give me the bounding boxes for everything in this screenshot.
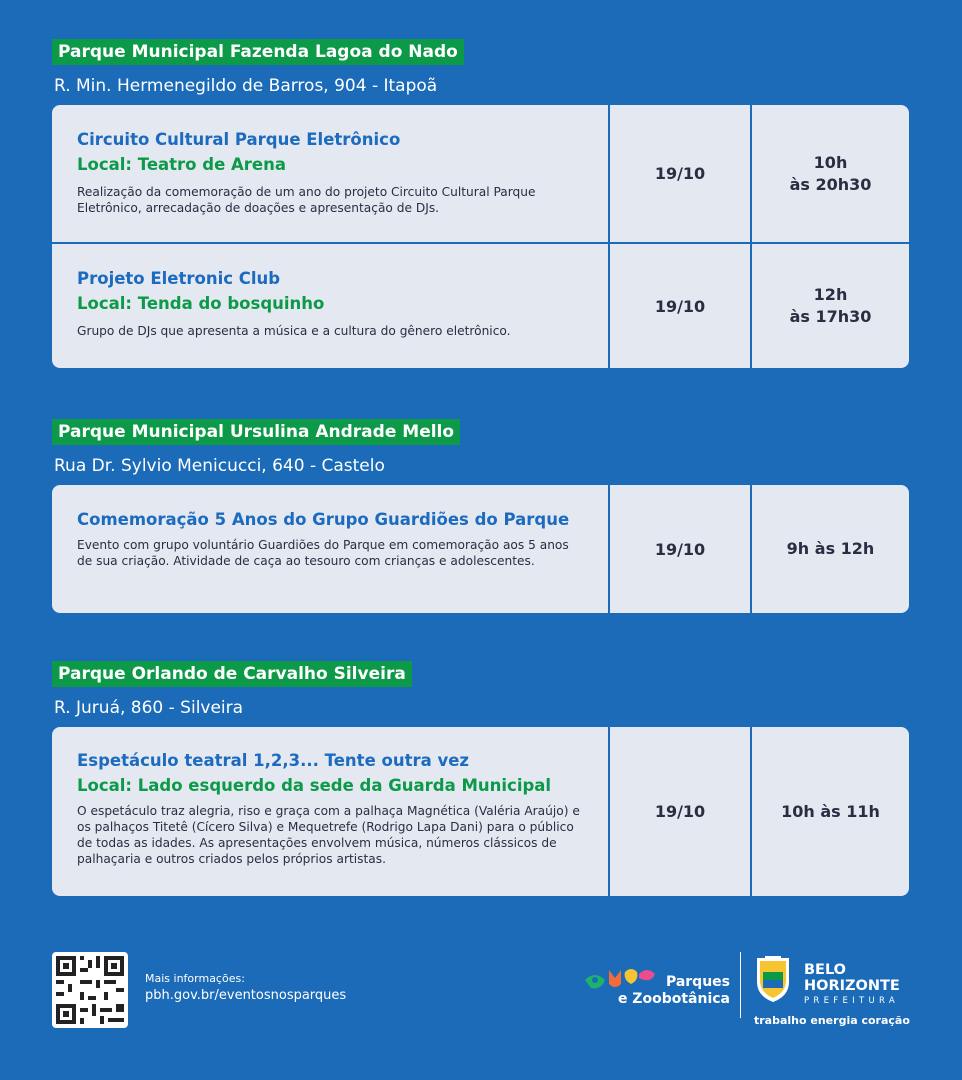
event-date: 19/10	[608, 485, 750, 613]
bh-crest-icon	[753, 954, 793, 1004]
event-time-end: às 17h30	[789, 307, 872, 326]
park-title: Parque Municipal Ursulina Andrade Mello	[52, 419, 460, 445]
event-title: Espetáculo teatral 1,2,3... Tente outra vez	[77, 751, 470, 770]
event-row	[52, 485, 909, 613]
event-description: Grupo de DJs que apresenta a música e a cultura do gênero eletrônico.	[77, 324, 511, 338]
event-card	[52, 105, 909, 368]
bh-line2: HORIZONTE	[804, 978, 900, 994]
event-place: Local: Tenda do bosquinho	[77, 294, 325, 313]
event-time-end: às 20h30	[789, 174, 872, 194]
event-time-start: 12h	[813, 285, 848, 304]
bh-line1: BELO	[804, 962, 847, 978]
event-row	[52, 244, 909, 368]
logo-divider	[740, 952, 741, 1018]
event-card	[52, 485, 909, 613]
park-address: R. Min. Hermenegildo de Barros, 904 - Itapoã	[54, 76, 438, 96]
event-date: 19/10	[608, 727, 750, 896]
event-description: Evento com grupo voluntário Guardiões do Parque em comemoração aos 5 anos de sua criação. Atividade de caça ao tesouro com crianças e adolescentes.	[77, 538, 569, 568]
event-time	[750, 105, 909, 242]
event-info	[52, 244, 608, 368]
event-time	[750, 244, 909, 368]
event-date: 19/10	[608, 105, 750, 242]
event-date: 19/10	[608, 244, 750, 368]
qr-code-icon[interactable]	[52, 952, 128, 1028]
event-info	[52, 727, 608, 896]
footer	[0, 940, 962, 1050]
event-time: 9h às 12h	[750, 485, 909, 613]
park-title: Parque Municipal Fazenda Lagoa do Nado	[52, 39, 464, 65]
bh-slogan: trabalho energia coração	[754, 1014, 910, 1027]
event-title: Comemoração 5 Anos do Grupo Guardiões do Parque	[77, 510, 570, 529]
more-info-link[interactable]: pbh.gov.br/eventosnosparques	[145, 988, 347, 1003]
event-row	[52, 105, 909, 244]
event-info	[52, 485, 608, 613]
parques-line2: e Zoobotânica	[617, 991, 730, 1007]
event-card	[52, 727, 909, 896]
event-description: O espetáculo traz alegria, riso e graça com a palhaça Magnética (Valéria Araújo) e os palhaços Titetê (Cícero Silva) e Mequetrefe (Rodrigo Lapa Dani) para o público de todas as idades. As apresentações envolvem música, números clássicos de palhaçaria e outros criados pelos próprios artistas.	[77, 804, 580, 866]
event-place: Local: Lado esquerdo da sede da Guarda Municipal	[77, 776, 552, 795]
event-description: Realização da comemoração de um ano do projeto Circuito Cultural Parque Eletrônico, arrecadação de doações e apresentação de DJs.	[77, 185, 536, 215]
bh-brand	[804, 962, 900, 994]
park-address: R. Juruá, 860 - Silveira	[54, 698, 244, 718]
event-title: Circuito Cultural Parque Eletrônico	[77, 130, 401, 149]
more-info-label: Mais informações:	[145, 972, 245, 985]
park-title: Parque Orlando de Carvalho Silveira	[52, 661, 412, 687]
bh-prefeitura: PREFEITURA	[804, 996, 899, 1006]
event-time-start: 10h	[813, 152, 848, 172]
event-row	[52, 727, 909, 896]
event-place: Local: Teatro de Arena	[77, 155, 286, 174]
event-info	[52, 105, 608, 242]
parques-brand	[610, 974, 730, 1008]
parques-line1: Parques	[665, 974, 730, 990]
park-address: Rua Dr. Sylvio Menicucci, 640 - Castelo	[54, 456, 385, 476]
event-title: Projeto Eletronic Club	[77, 269, 281, 288]
event-time: 10h às 11h	[750, 727, 909, 896]
